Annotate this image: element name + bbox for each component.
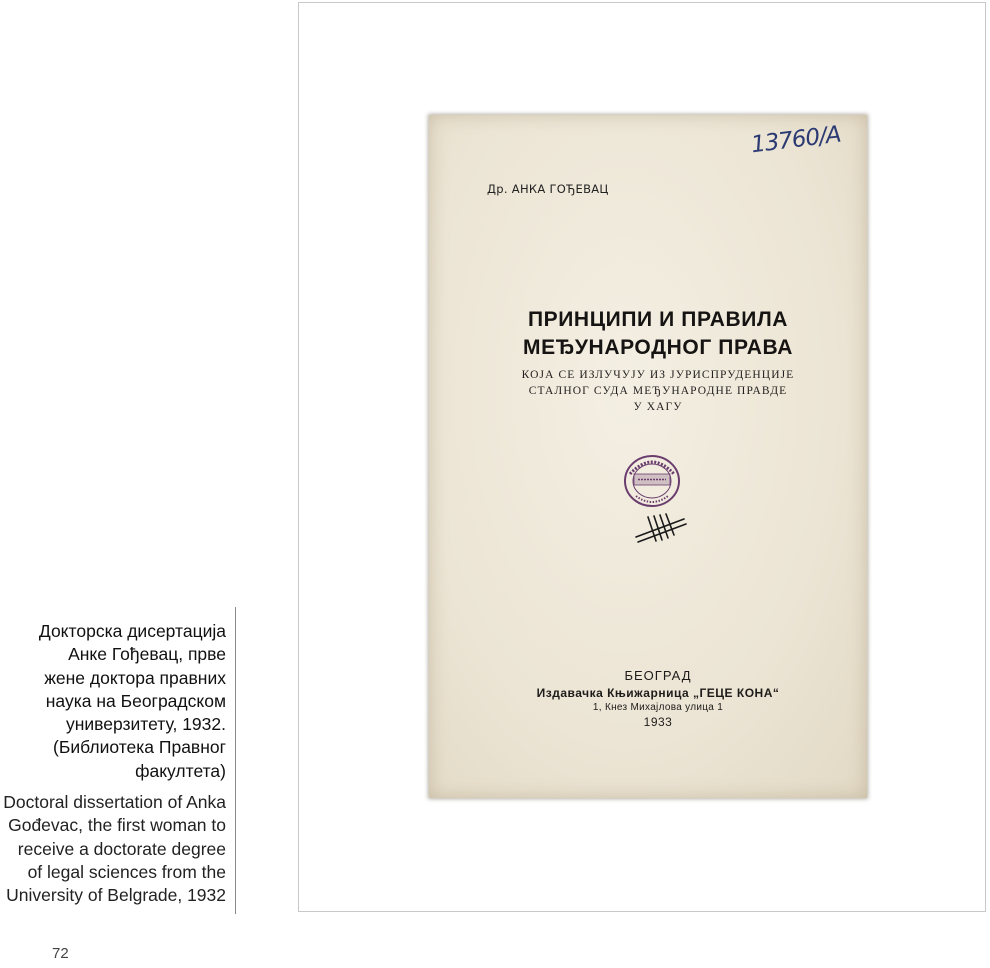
- inventory-number: 13760/А: [749, 121, 842, 159]
- caption-line: Gođevac, the first woman to: [8, 815, 226, 836]
- caption-line: универзитету, 1932.: [65, 714, 226, 735]
- hatch-mark-icon: [634, 513, 688, 545]
- cover-author: Др. АНКА ГОЂЕВАЦ: [487, 182, 609, 196]
- caption-line: (Библиотека Правног: [53, 737, 226, 758]
- caption-line: of legal sciences from the: [27, 861, 226, 882]
- caption-line: University of Belgrade, 1932: [6, 885, 226, 906]
- publisher-house: Издавачка Књижарница „ГЕЦЕ КОНА“: [536, 686, 780, 700]
- caption-line: жене доктора правних: [44, 667, 226, 688]
- caption-line: факултета): [135, 760, 226, 781]
- cover-subtitle-line: СТАЛНОГ СУДА МЕЂУНАРОДНЕ ПРАВДЕ: [528, 385, 788, 397]
- caption-line: Докторска дисертација: [38, 621, 226, 641]
- caption-line: receive a doctorate degree: [17, 838, 226, 859]
- book-cover: [429, 115, 867, 798]
- caption-english: [0, 791, 226, 907]
- caption-line: наука на Београдском: [45, 690, 226, 711]
- publisher-address: 1, Кнез Михајлова улица 1: [592, 702, 724, 713]
- cover-subtitle-line: КОЈА СЕ ИЗЛУЧУЈУ ИЗ ЈУРИСПРУДЕНЦИЈЕ: [521, 369, 795, 381]
- caption-line: Doctoral dissertation of Anka: [3, 792, 226, 812]
- cover-subtitle-line: У ХАГУ: [633, 401, 683, 413]
- caption-line: Анке Гођевац, прве: [68, 644, 226, 665]
- cover-title-line: МЕЂУНАРОДНОГ ПРАВА: [523, 336, 793, 359]
- publication-year: 1933: [643, 715, 673, 729]
- page-number: 72: [52, 945, 69, 962]
- cover-title-line: ПРИНЦИПИ И ПРАВИЛА: [527, 308, 789, 331]
- publisher-city: БЕОГРАД: [624, 668, 692, 683]
- library-seal-icon: [622, 452, 682, 510]
- caption-serbian: [0, 620, 226, 783]
- caption-divider: [235, 607, 236, 914]
